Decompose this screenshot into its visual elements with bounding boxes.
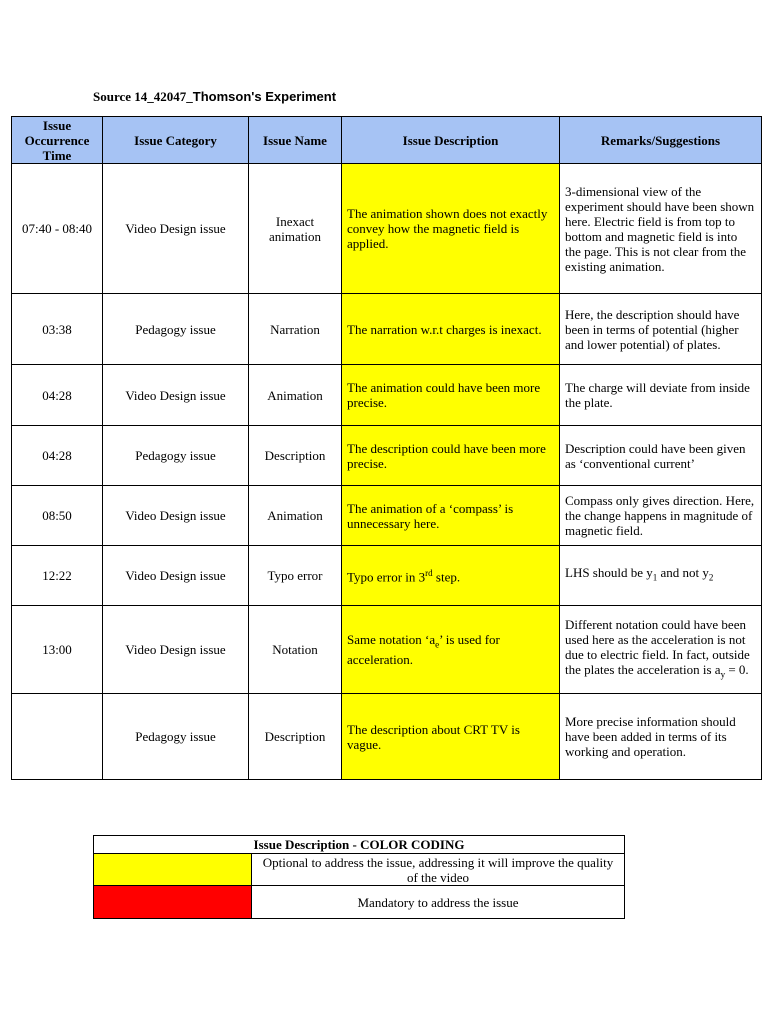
- header-row: [12, 117, 762, 164]
- cell-time: 04:28: [12, 365, 103, 426]
- cell-name: Description: [249, 694, 342, 780]
- cell-name: Typo error: [249, 546, 342, 606]
- remarks-text: LHS should be y: [565, 565, 653, 581]
- description-text-end: ’ is used for acceleration.: [347, 631, 500, 668]
- legend-label-mandatory: Mandatory to address the issue: [252, 886, 625, 919]
- cell-category: Video Design issue: [103, 164, 249, 294]
- cell-name: Notation: [249, 606, 342, 694]
- cell-name: Narration: [249, 294, 342, 365]
- cell-category: Video Design issue: [103, 606, 249, 694]
- cell-remarks: Description could have been given as ‘conventional current’: [560, 426, 762, 486]
- document-title: [93, 89, 336, 105]
- cell-time: 12:22: [12, 546, 103, 606]
- color-coding-legend: [93, 835, 625, 919]
- cell-description: The animation could have been more precise.: [342, 365, 560, 426]
- legend-row: [94, 886, 625, 919]
- cell-category: Pedagogy issue: [103, 294, 249, 365]
- cell-description: [342, 606, 560, 694]
- legend-label-optional: Optional to address the issue, addressing it will improve the quality of the video: [252, 854, 625, 886]
- cell-time: 03:38: [12, 294, 103, 365]
- title-experiment: Thomson's Experiment: [192, 89, 337, 104]
- remarks-text: Different notation could have been used here as the acceleration is not due to electric field. In fact, outside the plates the acceleration is a: [565, 616, 750, 677]
- cell-category: Pedagogy issue: [103, 694, 249, 780]
- cell-name: Description: [249, 426, 342, 486]
- cell-name: Animation: [249, 365, 342, 426]
- cell-name: Inexact animation: [249, 164, 342, 294]
- table-row: [12, 294, 762, 365]
- cell-remarks: [560, 606, 762, 694]
- cell-description: The description could have been more precise.: [342, 426, 560, 486]
- cell-remarks: The charge will deviate from inside the plate.: [560, 365, 762, 426]
- cell-category: Pedagogy issue: [103, 426, 249, 486]
- cell-description: The description about CRT TV is vague.: [342, 694, 560, 780]
- table-row: [12, 606, 762, 694]
- title-source: Source 14_42047_: [93, 89, 193, 104]
- cell-description: [342, 546, 560, 606]
- cell-description: The animation of a ‘compass’ is unnecessary here.: [342, 486, 560, 546]
- header-category: Issue Category: [103, 117, 249, 164]
- header-description: Issue Description: [342, 117, 560, 164]
- cell-remarks: Here, the description should have been in terms of potential (higher and lower potential) of plates.: [560, 294, 762, 365]
- legend-heading: Issue Description - COLOR CODING: [94, 836, 625, 854]
- cell-remarks: More precise information should have been added in terms of its working and operation.: [560, 694, 762, 780]
- description-superscript: rd: [425, 568, 433, 579]
- header-remarks: Remarks/Suggestions: [560, 117, 762, 164]
- red-swatch: [94, 886, 252, 919]
- table-row: [12, 694, 762, 780]
- remarks-subscript-2: 2: [708, 572, 714, 583]
- cell-time: [12, 694, 103, 780]
- legend-heading-row: [94, 836, 625, 854]
- cell-description: The narration w.r.t charges is inexact.: [342, 294, 560, 365]
- table-row: [12, 426, 762, 486]
- cell-time: 07:40 - 08:40: [12, 164, 103, 294]
- cell-remarks: Compass only gives direction. Here, the change happens in magnitude of magnetic field.: [560, 486, 762, 546]
- table-row: [12, 365, 762, 426]
- remarks-subscript-1: 1: [652, 572, 658, 583]
- cell-description: The animation shown does not exactly convey how the magnetic field is applied.: [342, 164, 560, 294]
- description-text: Same notation ‘a: [347, 631, 436, 647]
- cell-time: 08:50: [12, 486, 103, 546]
- description-text: Typo error in 3: [347, 569, 426, 585]
- issue-table: [11, 116, 762, 780]
- remarks-text-end: = 0.: [725, 661, 749, 677]
- description-subscript: e: [435, 639, 440, 650]
- cell-remarks: [560, 546, 762, 606]
- table-row: [12, 164, 762, 294]
- cell-name: Animation: [249, 486, 342, 546]
- remarks-text-middle: and not y: [657, 565, 709, 581]
- cell-time: 13:00: [12, 606, 103, 694]
- remarks-subscript: y: [720, 669, 726, 680]
- table-row: [12, 546, 762, 606]
- legend-row: [94, 854, 625, 886]
- table-row: [12, 486, 762, 546]
- cell-category: Video Design issue: [103, 486, 249, 546]
- cell-category: Video Design issue: [103, 365, 249, 426]
- cell-remarks: 3-dimensional view of the experiment should have been shown here. Electric field is from top to bottom and magnetic field is into the page. This is not clear from the existing animation.: [560, 164, 762, 294]
- cell-time: 04:28: [12, 426, 103, 486]
- description-text-end: step.: [432, 569, 461, 585]
- header-time: Issue Occurrence Time: [12, 117, 103, 164]
- cell-category: Video Design issue: [103, 546, 249, 606]
- header-name: Issue Name: [249, 117, 342, 164]
- yellow-swatch: [94, 854, 252, 886]
